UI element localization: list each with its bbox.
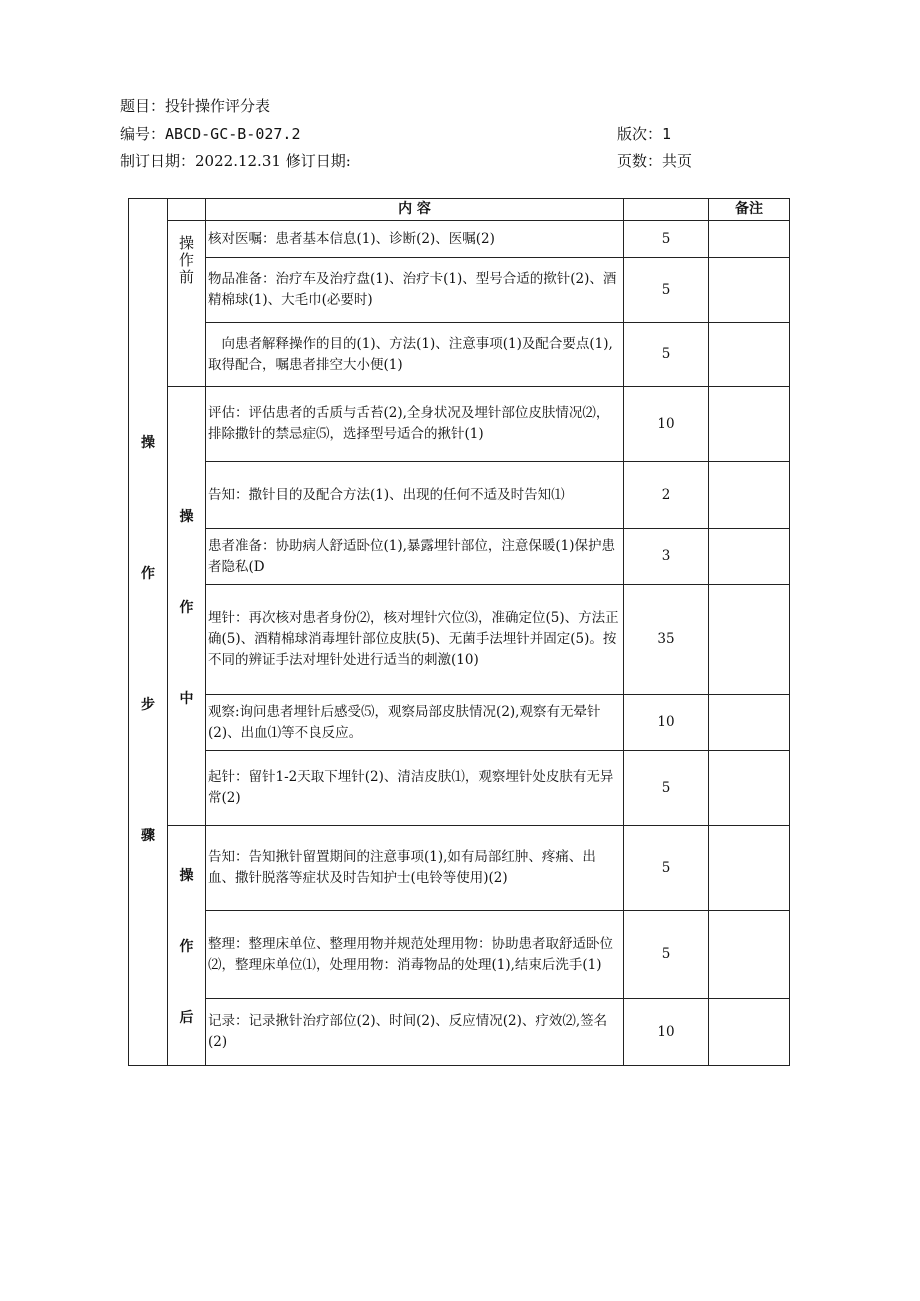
phase-char: 操 [179, 868, 194, 884]
table-row [129, 695, 790, 751]
pages-line [617, 150, 692, 171]
phase-char: 作 [179, 939, 194, 955]
phase-char: 前 [178, 268, 194, 286]
table-header-row [129, 199, 790, 221]
table-row [129, 258, 790, 323]
table-row [129, 999, 790, 1066]
code-value: ABCD-GC-B-027.2 [165, 125, 301, 143]
row-text: 评估：评估患者的舌质与舌苔(2),全身状况及埋针部位皮肤情况⑵，排除撒针的禁忌症⑸，选择型号适合的揪针(1) [206, 387, 624, 462]
phase-char: 操 [179, 509, 194, 525]
table-row [129, 323, 790, 387]
phase-char: 作 [179, 600, 194, 616]
row-text: 埋针：再次核对患者身份⑵，核对埋针穴位⑶，准确定位(5)、方法正确(5)、酒精棉球消毒埋针部位皮肤(5)、无菌手法埋针并固定(5)。按不同的辨证手法对埋针处进行适当的刺激(10) [206, 585, 624, 695]
group-char: 作 [141, 566, 155, 582]
row-text: 告知：告知揪针留置期间的注意事项(1),如有局部红肿、疼痛、出血、撒针脱落等症状及时告知护士(电铃等使用)(2) [206, 826, 624, 911]
code-label: 编号： [120, 125, 166, 143]
score-header-cell [624, 199, 709, 221]
revise-label: 修订日期: [285, 152, 351, 170]
version-label: 版次： [617, 125, 663, 143]
date-line [120, 150, 351, 171]
row-note [709, 695, 790, 751]
note-header: 备注 [709, 199, 790, 221]
table-row [129, 911, 790, 999]
row-note [709, 999, 790, 1066]
phase-char: 作 [178, 251, 194, 269]
version-line [617, 123, 671, 144]
row-note [709, 387, 790, 462]
scoring-table [128, 198, 790, 1066]
row-note [709, 585, 790, 695]
title-line [120, 95, 270, 116]
pages-label: 页数： [617, 152, 663, 170]
row-text: 患者准备：协助病人舒适卧位(1),暴露埋针部位，注意保暖(1)保护患者隐私(D [206, 529, 624, 585]
row-score: 10 [624, 695, 709, 751]
row-note [709, 529, 790, 585]
table-row [129, 387, 790, 462]
phase-char: 后 [179, 1010, 194, 1026]
group-char: 操 [141, 435, 155, 451]
row-score: 5 [624, 221, 709, 258]
table-row [129, 585, 790, 695]
table-row [129, 826, 790, 911]
date-label: 制订日期： [120, 152, 196, 170]
row-text: 观察:询问患者埋针后感受⑸，观察局部皮肤情况(2),观察有无晕针(2)、出血⑴等不良反应。 [206, 695, 624, 751]
row-note [709, 258, 790, 323]
pages-value: 共页 [662, 152, 693, 170]
row-score: 5 [624, 258, 709, 323]
code-line [120, 123, 300, 144]
row-score: 10 [624, 999, 709, 1066]
row-score: 3 [624, 529, 709, 585]
row-text: 物品准备：治疗车及治疗盘(1)、治疗卡(1)、型号合适的揿针(2)、酒精棉球(1)、大毛巾(必要时) [206, 258, 624, 323]
row-score: 35 [624, 585, 709, 695]
header-empty-cell [168, 199, 206, 221]
row-text: 整理：整理床单位、整理用物并规范处理用物：协助患者取舒适卧位⑵，整理床单位⑴，处理用物：消毒物品的处理(1),结束后洗手(1) [206, 911, 624, 999]
steps-group-cell [129, 199, 168, 1066]
row-score: 5 [624, 911, 709, 999]
table-row [129, 462, 790, 529]
row-text: 向患者解释操作的目的(1)、方法(1)、注意事项(1)及配合要点(1),取得配合，嘱患者排空大小便(1) [206, 323, 624, 387]
content-header: 内 容 [206, 199, 624, 221]
phase-char: 中 [179, 691, 194, 707]
title-value: 投针操作评分表 [165, 97, 271, 115]
phase-char: 操 [178, 234, 194, 252]
row-score: 5 [624, 323, 709, 387]
row-text: 记录：记录揪针治疗部位(2)、时间(2)、反应情况(2)、疗效⑵,签名(2) [206, 999, 624, 1066]
version-value: 1 [662, 125, 672, 143]
row-note [709, 323, 790, 387]
group-char: 步 [141, 697, 155, 713]
phase-after-cell [168, 826, 206, 1066]
row-note [709, 751, 790, 826]
row-score: 10 [624, 387, 709, 462]
row-text: 告知：撒针目的及配合方法(1)、出现的任何不适及时告知⑴ [206, 462, 624, 529]
row-score: 2 [624, 462, 709, 529]
row-score: 5 [624, 751, 709, 826]
row-note [709, 221, 790, 258]
row-note [709, 462, 790, 529]
table-row [129, 751, 790, 826]
row-score: 5 [624, 826, 709, 911]
row-text: 起针：留针1-2天取下埋针(2)、清洁皮肤⑴，观察埋针处皮肤有无异常(2) [206, 751, 624, 826]
title-label: 题目： [120, 97, 166, 115]
row-note [709, 911, 790, 999]
phase-before-cell [168, 221, 206, 387]
date-value: 2022.12.31 [195, 152, 281, 170]
table-row [129, 221, 790, 258]
table-row [129, 529, 790, 585]
phase-during-cell [168, 387, 206, 826]
row-note [709, 826, 790, 911]
row-text: 核对医嘱：患者基本信息(1)、诊断(2)、医嘱(2) [206, 221, 624, 258]
group-char: 骤 [141, 828, 155, 844]
